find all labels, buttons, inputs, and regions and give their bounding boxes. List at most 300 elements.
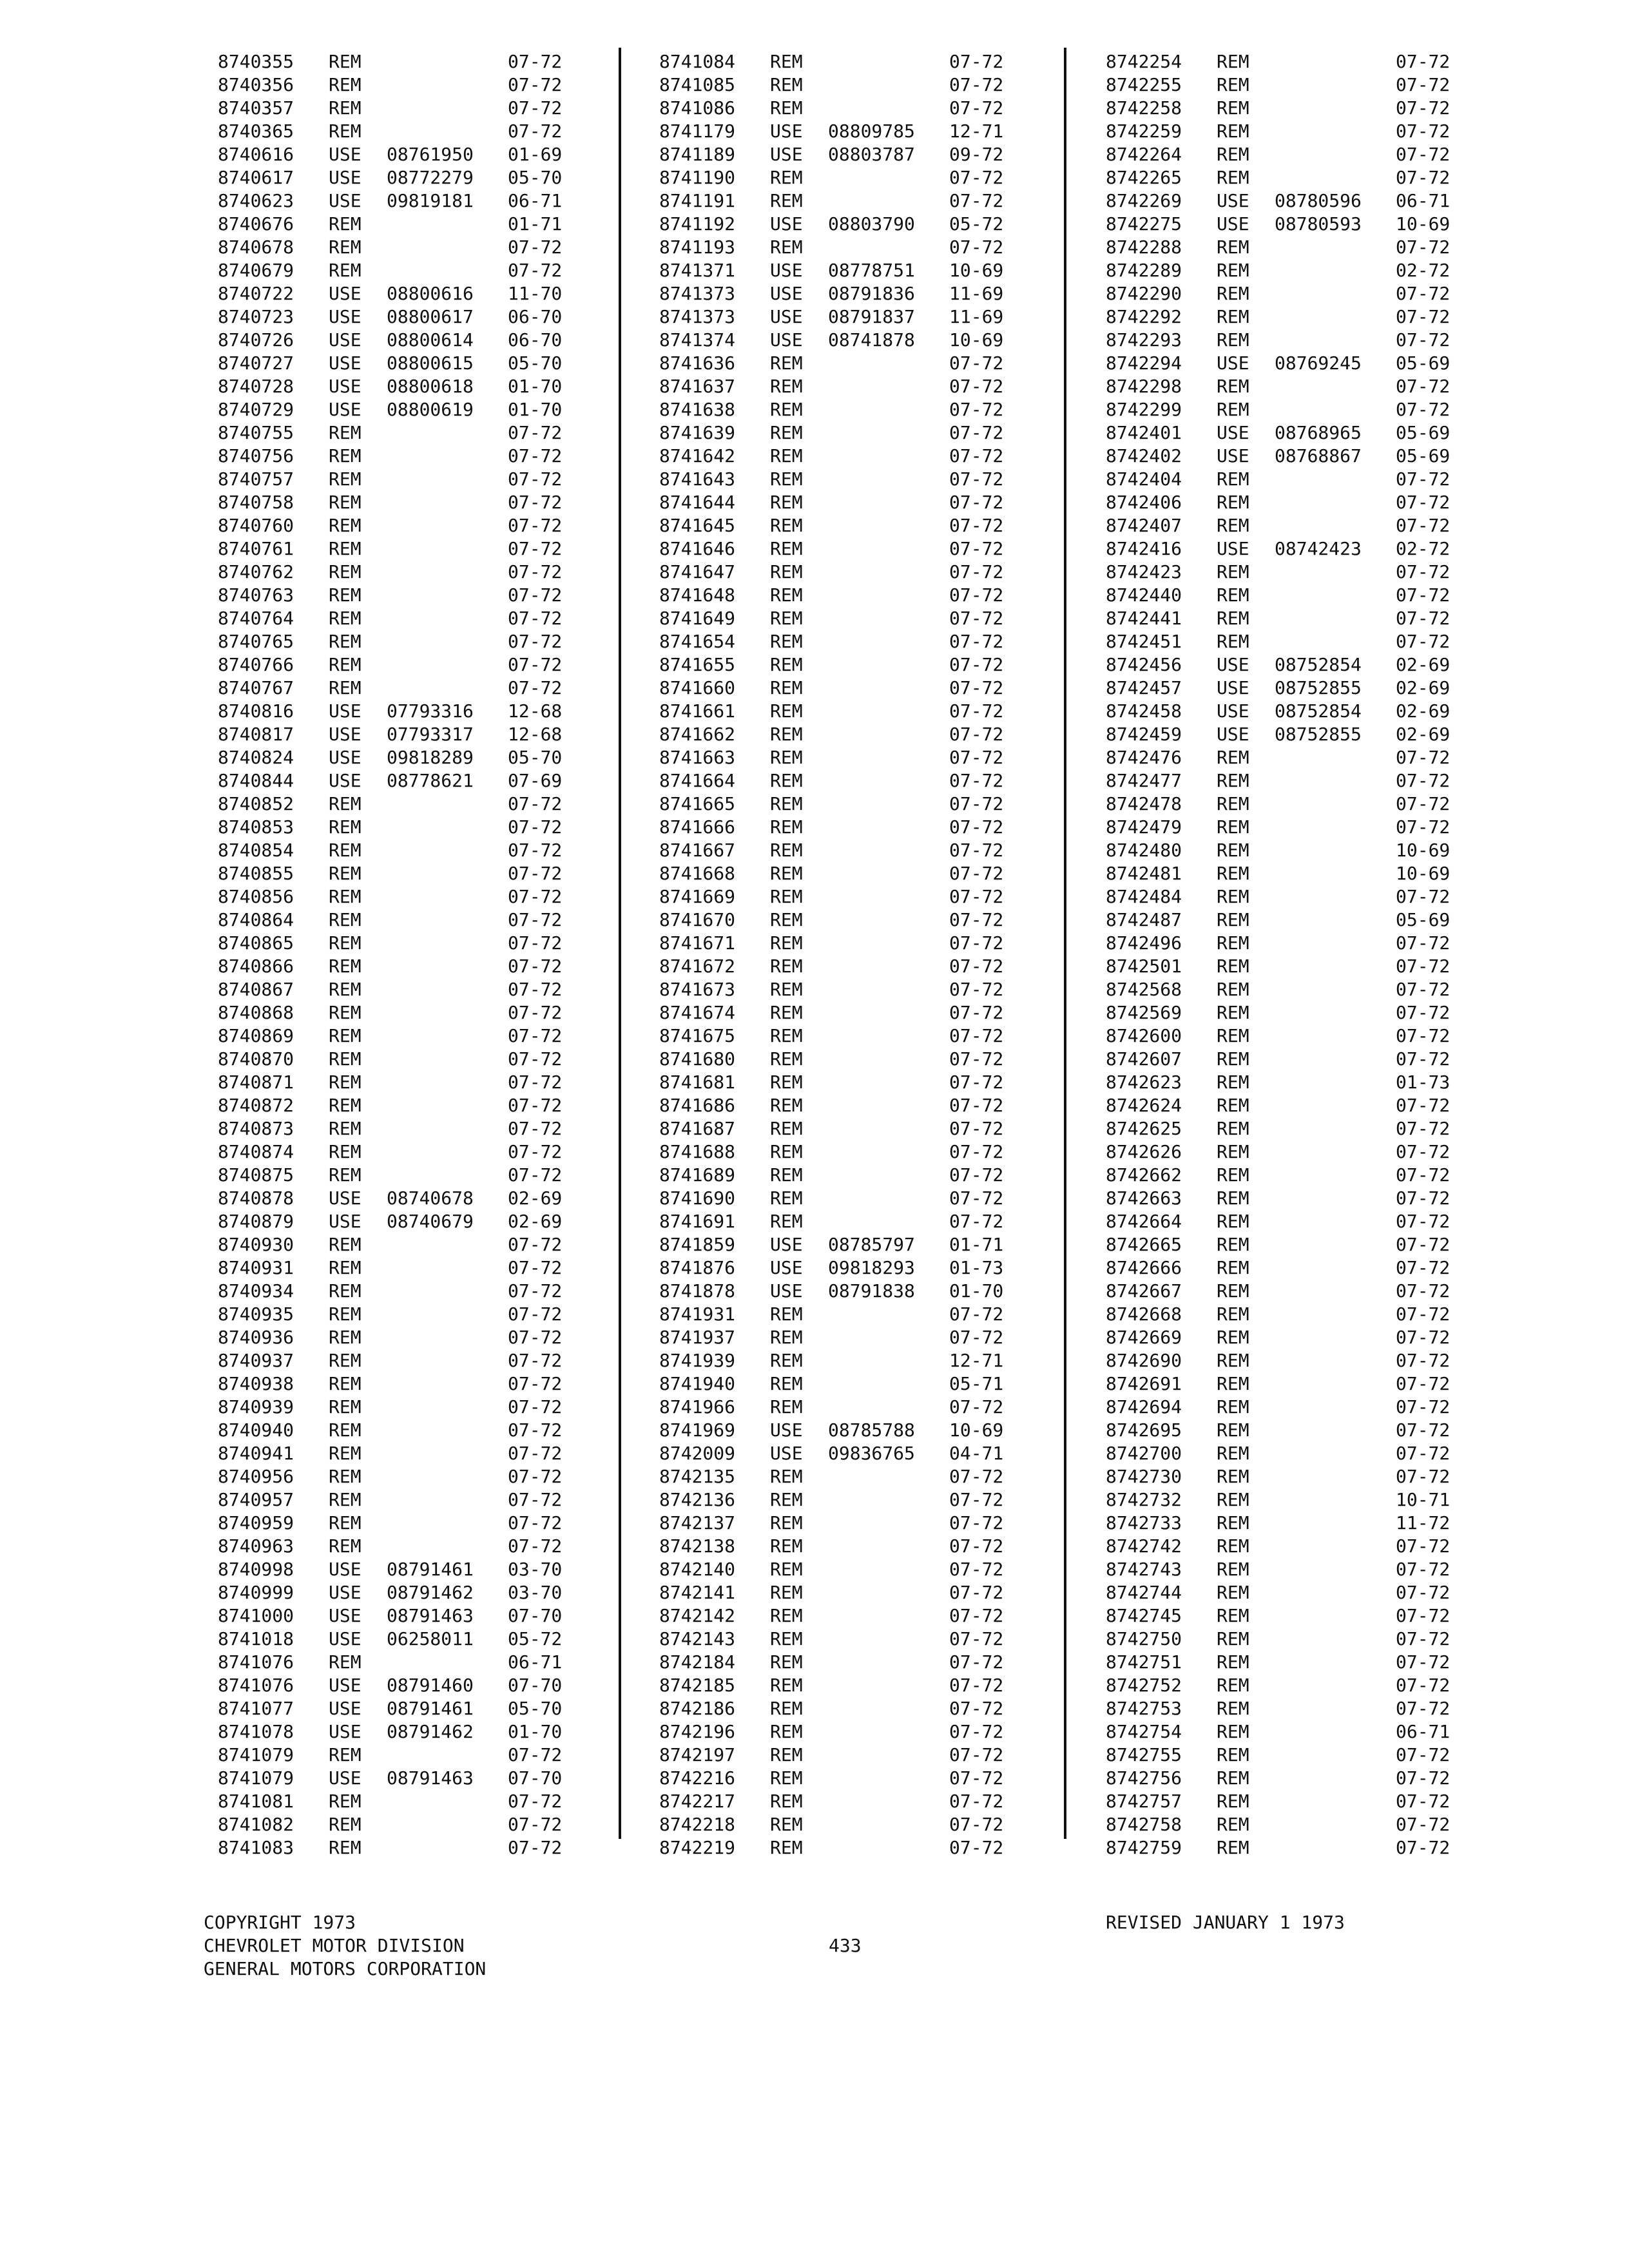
table-row [218, 97, 579, 120]
action-code: REM [329, 840, 361, 861]
part-number: 8742667 [1106, 1280, 1182, 1302]
replacement-number: 08800618 [387, 376, 474, 397]
action-code: REM [770, 167, 803, 188]
replacement-number: 09818289 [387, 747, 474, 768]
table-row [218, 421, 579, 445]
part-number: 8742477 [1106, 770, 1182, 791]
table-row [218, 885, 579, 908]
effective-date: 07-72 [508, 1327, 563, 1348]
effective-date: 07-72 [1396, 1303, 1451, 1325]
action-code: USE [1217, 422, 1249, 443]
part-number: 8740998 [218, 1559, 294, 1580]
effective-date: 07-72 [508, 1744, 563, 1765]
part-number: 8740767 [218, 677, 294, 698]
replacement-number: 08740678 [387, 1187, 474, 1209]
part-number: 8741931 [659, 1303, 736, 1325]
part-number: 8742197 [659, 1744, 736, 1765]
part-number: 8740623 [218, 190, 294, 211]
effective-date: 07-72 [508, 1048, 563, 1070]
part-number: 8740727 [218, 352, 294, 374]
copyright-line: COPYRIGHT 1973 [204, 1912, 356, 1933]
table-row [659, 793, 1020, 816]
table-row [218, 746, 579, 769]
part-number: 8741686 [659, 1095, 736, 1116]
action-code: REM [329, 1651, 361, 1673]
part-number: 8740936 [218, 1327, 294, 1348]
action-code: REM [1217, 329, 1249, 351]
table-row [659, 1720, 1020, 1744]
effective-date: 07-72 [949, 1141, 1004, 1162]
effective-date: 10-71 [1396, 1489, 1451, 1510]
effective-date: 07-72 [508, 260, 563, 281]
effective-date: 07-72 [1396, 51, 1451, 72]
effective-date: 10-69 [1396, 840, 1451, 861]
part-number: 8742451 [1106, 631, 1182, 652]
effective-date: 05-70 [508, 352, 563, 374]
part-number: 8741663 [659, 747, 736, 768]
action-code: REM [1217, 1048, 1249, 1070]
table-row [659, 1512, 1020, 1535]
table-row [1106, 1767, 1467, 1790]
table-row [1106, 1256, 1467, 1280]
effective-date: 07-72 [949, 492, 1004, 513]
effective-date: 07-72 [949, 561, 1004, 582]
part-number: 8741660 [659, 677, 736, 698]
part-number: 8740617 [218, 167, 294, 188]
table-row [218, 1558, 579, 1581]
action-code: REM [1217, 399, 1249, 420]
action-code: REM [770, 1675, 803, 1696]
action-code: REM [1217, 932, 1249, 954]
action-code: REM [1217, 1187, 1249, 1209]
action-code: REM [329, 631, 361, 652]
action-code: REM [1217, 492, 1249, 513]
part-number: 8740844 [218, 770, 294, 791]
part-number: 8742480 [1106, 840, 1182, 861]
part-number: 8742416 [1106, 538, 1182, 559]
action-code: REM [770, 677, 803, 698]
part-number: 8740864 [218, 909, 294, 930]
effective-date: 05-69 [1396, 909, 1451, 930]
replacement-number: 08791463 [387, 1767, 474, 1789]
part-number: 8741649 [659, 608, 736, 629]
parts-column-3 [1106, 50, 1467, 1860]
action-code: REM [1217, 561, 1249, 582]
table-row [218, 1488, 579, 1512]
part-number: 8740957 [218, 1489, 294, 1510]
table-row [218, 1233, 579, 1256]
part-number: 8742664 [1106, 1211, 1182, 1232]
table-row [659, 1628, 1020, 1651]
action-code: REM [329, 677, 361, 698]
effective-date: 05-70 [508, 1698, 563, 1719]
action-code: REM [770, 747, 803, 768]
effective-date: 07-72 [1396, 816, 1451, 838]
action-code: REM [329, 1118, 361, 1139]
part-number: 8742140 [659, 1559, 736, 1580]
effective-date: 07-72 [1396, 1767, 1451, 1789]
table-row [1106, 1488, 1467, 1512]
action-code: REM [770, 1605, 803, 1626]
part-number: 8741191 [659, 190, 736, 211]
effective-date: 11-72 [1396, 1512, 1451, 1533]
part-number: 8740878 [218, 1187, 294, 1209]
effective-date: 01-73 [949, 1257, 1004, 1278]
action-code: REM [1217, 1814, 1249, 1835]
effective-date: 01-69 [508, 144, 563, 165]
effective-date: 01-71 [949, 1234, 1004, 1255]
part-number: 8742196 [659, 1721, 736, 1742]
effective-date: 07-72 [508, 1396, 563, 1418]
part-number: 8742759 [1106, 1837, 1182, 1858]
action-code: REM [770, 399, 803, 420]
effective-date: 07-72 [1396, 1002, 1451, 1023]
table-row [1106, 1117, 1467, 1140]
action-code: REM [329, 1396, 361, 1418]
effective-date: 07-72 [1396, 74, 1451, 95]
part-number: 8740855 [218, 863, 294, 884]
table-row [1106, 653, 1467, 677]
part-number: 8742624 [1106, 1095, 1182, 1116]
action-code: USE [329, 1628, 361, 1649]
part-number: 8742401 [1106, 422, 1182, 443]
action-code: REM [329, 236, 361, 258]
action-code: REM [329, 1141, 361, 1162]
table-row [659, 1071, 1020, 1094]
effective-date: 07-72 [1396, 97, 1451, 119]
part-number: 8741668 [659, 863, 736, 884]
effective-date: 06-71 [508, 1651, 563, 1673]
effective-date: 07-72 [1396, 492, 1451, 513]
effective-date: 07-72 [949, 886, 1004, 907]
action-code: REM [770, 1164, 803, 1186]
table-row [659, 445, 1020, 468]
action-code: REM [329, 538, 361, 559]
table-row [659, 1465, 1020, 1488]
action-code: REM [329, 863, 361, 884]
effective-date: 07-72 [508, 51, 563, 72]
column-divider [619, 48, 621, 1839]
effective-date: 07-72 [949, 863, 1004, 884]
action-code: REM [1217, 1512, 1249, 1533]
table-row [659, 97, 1020, 120]
replacement-number: 07793316 [387, 700, 474, 722]
part-number: 8742569 [1106, 1002, 1182, 1023]
part-number: 8742135 [659, 1466, 736, 1487]
effective-date: 07-72 [508, 97, 563, 119]
table-row [218, 166, 579, 189]
table-row [1106, 1349, 1467, 1372]
replacement-number: 08780596 [1275, 190, 1362, 211]
table-row [659, 816, 1020, 839]
effective-date: 03-70 [508, 1559, 563, 1580]
effective-date: 07-72 [949, 1559, 1004, 1580]
part-number: 8742138 [659, 1535, 736, 1557]
part-number: 8742568 [1106, 979, 1182, 1000]
effective-date: 07-72 [1396, 1048, 1451, 1070]
action-code: REM [770, 1837, 803, 1858]
table-row [659, 769, 1020, 793]
effective-date: 07-72 [949, 1187, 1004, 1209]
effective-date: 07-72 [949, 979, 1004, 1000]
table-row [659, 305, 1020, 329]
effective-date: 07-72 [508, 1535, 563, 1557]
part-number: 8741940 [659, 1373, 736, 1394]
part-number: 8740756 [218, 445, 294, 466]
action-code: REM [1217, 747, 1249, 768]
effective-date: 02-72 [1396, 260, 1451, 281]
part-number: 8742402 [1106, 445, 1182, 466]
table-row [659, 213, 1020, 236]
part-number: 8740728 [218, 376, 294, 397]
part-number: 8742754 [1106, 1721, 1182, 1742]
action-code: REM [1217, 236, 1249, 258]
table-row [218, 143, 579, 166]
effective-date: 07-72 [949, 538, 1004, 559]
table-row [218, 607, 579, 630]
table-row [659, 1233, 1020, 1256]
table-row [659, 352, 1020, 375]
effective-date: 07-72 [949, 399, 1004, 420]
action-code: USE [329, 352, 361, 374]
table-row [218, 50, 579, 73]
table-row [1106, 143, 1467, 166]
part-number: 8741672 [659, 956, 736, 977]
part-number: 8741079 [218, 1767, 294, 1789]
part-number: 8742459 [1106, 724, 1182, 745]
action-code: REM [770, 631, 803, 652]
effective-date: 07-72 [949, 445, 1004, 466]
effective-date: 07-72 [949, 1211, 1004, 1232]
part-number: 8742623 [1106, 1072, 1182, 1093]
effective-date: 05-71 [949, 1373, 1004, 1394]
effective-date: 07-72 [1396, 329, 1451, 351]
table-row [218, 1256, 579, 1280]
table-row [1106, 630, 1467, 653]
table-row [659, 1535, 1020, 1558]
effective-date: 07-70 [508, 1767, 563, 1789]
table-row [218, 1790, 579, 1813]
table-row [218, 1697, 579, 1720]
action-code: USE [770, 306, 803, 327]
action-code: REM [770, 1350, 803, 1371]
table-row [218, 630, 579, 653]
part-number: 8741648 [659, 584, 736, 606]
part-number: 8740939 [218, 1396, 294, 1418]
table-row [1106, 1280, 1467, 1303]
table-row [218, 816, 579, 839]
part-number: 8741639 [659, 422, 736, 443]
part-number: 8742219 [659, 1837, 736, 1858]
part-number: 8740934 [218, 1280, 294, 1302]
action-code: REM [329, 608, 361, 629]
part-number: 8741669 [659, 886, 736, 907]
table-row [218, 537, 579, 561]
table-row [659, 1164, 1020, 1187]
effective-date: 01-73 [1396, 1072, 1451, 1093]
effective-date: 07-72 [508, 1512, 563, 1533]
table-row [218, 723, 579, 746]
effective-date: 07-72 [949, 236, 1004, 258]
action-code: USE [770, 1234, 803, 1255]
effective-date: 02-69 [1396, 700, 1451, 722]
part-number: 8741878 [659, 1280, 736, 1302]
part-number: 8741689 [659, 1164, 736, 1186]
part-number: 8742476 [1106, 747, 1182, 768]
effective-date: 05-69 [1396, 422, 1451, 443]
action-code: REM [1217, 74, 1249, 95]
table-row [218, 1326, 579, 1349]
action-code: REM [329, 1512, 361, 1533]
part-number: 8740871 [218, 1072, 294, 1093]
action-code: REM [329, 1791, 361, 1812]
action-code: REM [770, 1721, 803, 1742]
part-number: 8741083 [218, 1837, 294, 1858]
action-code: REM [1217, 1559, 1249, 1580]
table-row [218, 1001, 579, 1024]
replacement-number: 08752855 [1275, 724, 1362, 745]
effective-date: 09-72 [949, 144, 1004, 165]
part-number: 8742744 [1106, 1582, 1182, 1603]
part-number: 8740729 [218, 399, 294, 420]
parts-column-1 [218, 50, 579, 1860]
part-number: 8740879 [218, 1211, 294, 1232]
effective-date: 07-72 [949, 700, 1004, 722]
table-row [1106, 1744, 1467, 1767]
action-code: REM [770, 468, 803, 490]
table-row [1106, 1720, 1467, 1744]
effective-date: 07-72 [508, 608, 563, 629]
part-number: 8742479 [1106, 816, 1182, 838]
action-code: REM [1217, 1396, 1249, 1418]
table-row [1106, 259, 1467, 282]
action-code: REM [329, 213, 361, 235]
table-row [218, 1674, 579, 1697]
effective-date: 07-72 [508, 1257, 563, 1278]
table-row [1106, 1187, 1467, 1210]
table-row [218, 1465, 579, 1488]
part-number: 8741374 [659, 329, 736, 351]
action-code: REM [329, 561, 361, 582]
action-code: REM [770, 1559, 803, 1580]
action-code: REM [329, 1048, 361, 1070]
action-code: REM [770, 376, 803, 397]
part-number: 8740816 [218, 700, 294, 722]
table-row [218, 1396, 579, 1419]
table-row [659, 421, 1020, 445]
action-code: REM [770, 1767, 803, 1789]
replacement-number: 08768867 [1275, 445, 1362, 466]
effective-date: 07-72 [949, 816, 1004, 838]
table-row [659, 1001, 1020, 1024]
action-code: REM [770, 1118, 803, 1139]
part-number: 8740866 [218, 956, 294, 977]
effective-date: 07-72 [1396, 1837, 1451, 1858]
table-row [218, 1767, 579, 1790]
action-code: REM [770, 1303, 803, 1325]
effective-date: 07-72 [1396, 561, 1451, 582]
replacement-number: 08761950 [387, 144, 474, 165]
action-code: REM [1217, 1257, 1249, 1278]
table-row [659, 1396, 1020, 1419]
action-code: REM [770, 816, 803, 838]
effective-date: 07-72 [508, 793, 563, 814]
table-row [659, 1048, 1020, 1071]
action-code: REM [329, 1280, 361, 1302]
effective-date: 07-72 [1396, 1605, 1451, 1626]
table-row [659, 1697, 1020, 1720]
part-number: 8740758 [218, 492, 294, 513]
effective-date: 07-72 [508, 631, 563, 652]
action-code: REM [770, 1466, 803, 1487]
part-number: 8742290 [1106, 283, 1182, 304]
action-code: USE [770, 213, 803, 235]
action-code: REM [770, 1698, 803, 1719]
effective-date: 07-72 [508, 236, 563, 258]
replacement-number: 08778751 [828, 260, 915, 281]
part-number: 8741655 [659, 654, 736, 675]
table-row [218, 1628, 579, 1651]
part-number: 8741670 [659, 909, 736, 930]
table-row [218, 1442, 579, 1465]
action-code: REM [770, 492, 803, 513]
effective-date: 07-72 [1396, 1535, 1451, 1557]
table-row [1106, 1604, 1467, 1628]
table-row [218, 932, 579, 955]
effective-date: 07-70 [508, 1605, 563, 1626]
table-row [1106, 723, 1467, 746]
action-code: REM [770, 515, 803, 536]
part-number: 8742458 [1106, 700, 1182, 722]
table-row [659, 885, 1020, 908]
table-row [218, 73, 579, 97]
part-number: 8741371 [659, 260, 736, 281]
action-code: REM [1217, 1118, 1249, 1139]
table-row [659, 1651, 1020, 1674]
table-row [1106, 73, 1467, 97]
effective-date: 07-72 [1396, 1466, 1451, 1487]
part-number: 8741179 [659, 120, 736, 142]
table-row [218, 1349, 579, 1372]
action-code: USE [770, 1257, 803, 1278]
table-row [659, 746, 1020, 769]
action-code: REM [770, 863, 803, 884]
column-divider [1064, 48, 1066, 1839]
part-number: 8742264 [1106, 144, 1182, 165]
part-number: 8741082 [218, 1814, 294, 1835]
action-code: REM [770, 538, 803, 559]
action-code: REM [1217, 1628, 1249, 1649]
table-row [1106, 1094, 1467, 1117]
part-number: 8741646 [659, 538, 736, 559]
effective-date: 07-72 [508, 840, 563, 861]
table-row [1106, 514, 1467, 537]
replacement-number: 08803790 [828, 213, 915, 235]
part-number: 8742662 [1106, 1164, 1182, 1186]
effective-date: 06-70 [508, 306, 563, 327]
table-row [1106, 908, 1467, 932]
effective-date: 05-70 [508, 747, 563, 768]
part-number: 8742406 [1106, 492, 1182, 513]
part-number: 8741859 [659, 1234, 736, 1255]
action-code: REM [329, 1489, 361, 1510]
part-number: 8740676 [218, 213, 294, 235]
table-row [1106, 1303, 1467, 1326]
part-number: 8741665 [659, 793, 736, 814]
table-row [659, 862, 1020, 885]
table-row [1106, 1628, 1467, 1651]
action-code: REM [1217, 840, 1249, 861]
